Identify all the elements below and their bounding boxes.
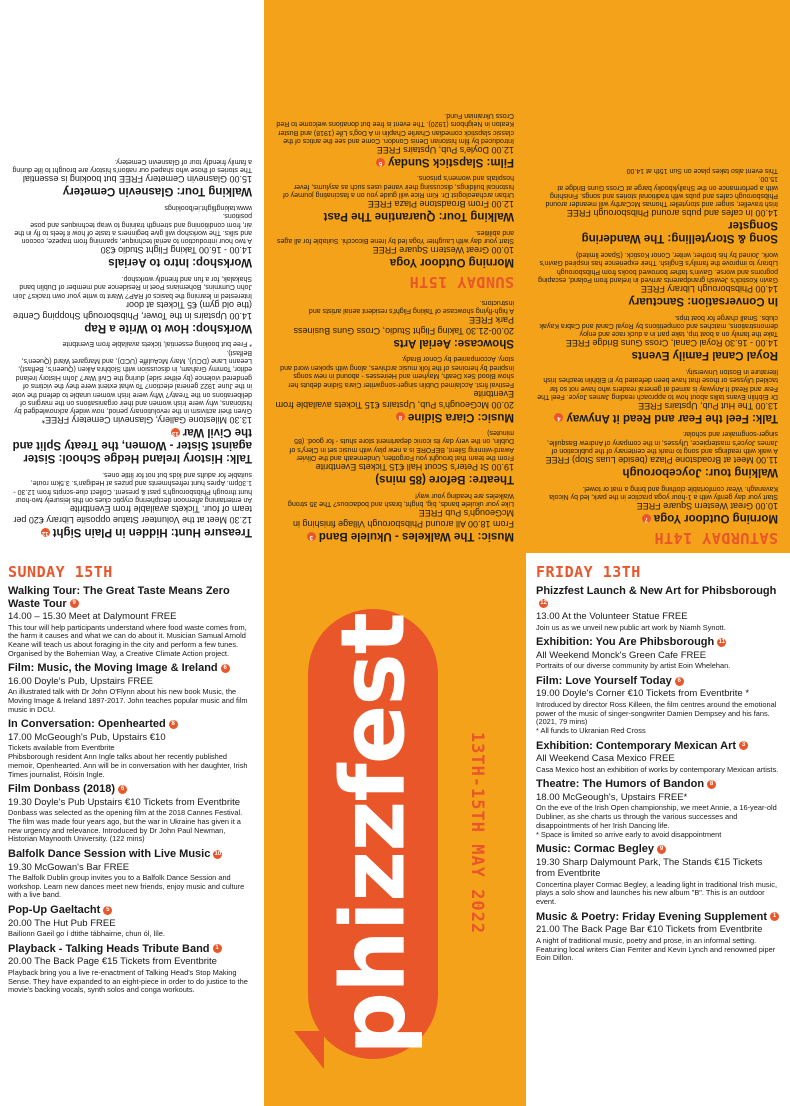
event-item — [8, 904, 254, 939]
event-title: Music & Poetry: Friday Evening Supplement 1 — [536, 911, 782, 924]
event-meta: 14.00 Phibsborough Library FREE — [640, 284, 778, 295]
map-pin-icon: 6 — [675, 677, 684, 686]
event-item — [274, 173, 514, 222]
back-right-panel — [526, 0, 790, 553]
event-item — [536, 250, 778, 308]
event-meta: 19.30 Sharp Dalymount Park, The Stands €15 Tickets from Eventbrite — [536, 856, 763, 880]
event-title: Phizzfest Launch & New Art for Phibsborough12 — [536, 585, 777, 607]
back-middle-panel — [264, 0, 526, 553]
map-pin-icon: 12 — [540, 600, 547, 607]
event-item — [274, 490, 514, 542]
map-pin-icon: 12 — [41, 529, 49, 536]
event-description: This tour will help participants understand where food waste comes from, the harm it causes and what we can do about it. Musician Samual Arnold Keane will teach us about foraging in the city and perform a few tunes. Organised by the Bohemian Way, a Creative Climate Action project. — [8, 622, 247, 658]
event-description: Playback bring you a live re-enactment of Talking Head's Stop Making Sense. They have expanded to an eight-piece in order to do justice to the movie's backing vocals, synth solos and conga workouts. — [8, 967, 248, 995]
map-pin-icon: 4 — [554, 414, 563, 423]
event-description: Introduced by film historian Denis Condon. Come and see the antics of the classic slapstick comedian Charlie Chaplin in A Dog's Life (1918) and Buster Keaton in Neighbors (1920). The event is free but donations welcome to Red Cross Ukrainian Fund. — [276, 111, 514, 145]
map-pin-icon: 3 — [739, 741, 748, 750]
event-title: In Conversation: Sanctuary — [628, 295, 778, 308]
map-pin-icon: 3 — [307, 532, 316, 541]
event-item — [8, 783, 254, 844]
event-meta: 12.00 From Broadstone Plaza FREE — [367, 199, 514, 210]
event-description: Start your day with Laughter Yoga led by Irene Bicocchi. Suitable for all ages and abilities. — [277, 228, 514, 245]
map-pin-icon: 9 — [657, 845, 666, 854]
event-meta: 15.00 Glasnevin Cemetery FREE but booking is essential — [22, 174, 252, 185]
event-title: Exhibition: You Are Phibsborough 11 — [536, 636, 725, 649]
event-description: Take the family on a boat trip, take part in a duck race and enjoy demonstrations, matches and competitions by Royal Canal and Cabra Kayak clubs. Small charge for boat trips. — [539, 313, 778, 338]
event-meta: 12.30 Meet at the Volunteer Statue opposite Library €20 per team of four. Tickets available from Eventbrite — [13, 504, 252, 525]
day-heading: SUNDAY 15TH — [409, 273, 514, 292]
festival-logo-panel — [264, 553, 526, 1106]
event-meta: 18.00 McGeough's, Upstairs FREE* — [536, 791, 688, 803]
event-description: Given their activism in the revolutionary period, now widely acknowledged by historians, why were Irish women and their organisations on the margins of deliberations on the Treaty? Why were Irish women unable to defend the vote in the June 1922 general election? To what extent were they the victims of gendered violence (by either side) during the Civil War? John History Ireland editor, Tommy Graham, in discussion with Siobhra Aiken (Queen's, Belfast), Leeann Lane (DCU), Mary McAuliffe (UCD), and Margaret Ward (Queen's, Belfast). * Free but booking essential, tickets available from Eventbrite — [11, 340, 252, 415]
event-title: Walking Tour: Glasnevin Cemetery — [62, 185, 252, 198]
map-pin-icon: 8 — [169, 720, 178, 729]
event-item — [274, 354, 514, 423]
map-pin-icon: 13 — [171, 429, 179, 436]
event-meta: 20.00-21.30 Taking Flight Studio, Cross Guns Business Park FREE — [293, 314, 514, 336]
front-right-panel — [526, 553, 790, 1106]
event-meta: 16.00 Doyle's Pub, Upstairs FREE — [8, 675, 153, 687]
map-pin-icon: 8 — [707, 780, 716, 789]
event-meta: 14.00 Upstairs in the Tower, Phibsborough Shopping Centre (the old gym) €5 Tickets at door — [13, 299, 252, 321]
event-item — [8, 662, 254, 714]
event-item — [10, 469, 252, 538]
event-item — [536, 636, 782, 671]
map-pin-icon: 1 — [770, 912, 779, 921]
event-title: Song & Storytelling: The Wandering Songster — [581, 219, 778, 245]
event-item — [536, 675, 782, 736]
map-pin-icon: 6 — [118, 785, 127, 794]
event-description: An entertaining afternoon deciphering cryptic clues on this leisurely two-hour hunt through Phibsborough's past & present. Collect clue-scripts from 12.30 - 1.30pm. Apres hunt refreshments and prizes at Hedigan's. 3.5km route, suitable for adults and kids but not for little ones. — [13, 470, 252, 503]
event-meta: 19.30 McGowan's Bar FREE — [8, 861, 130, 873]
event-item — [536, 429, 778, 478]
day-heading: FRIDAY 13TH — [536, 563, 641, 581]
event-description: Casa Mexico host an exhibition of works by contemporary Mexican artists. — [536, 764, 779, 774]
event-meta: 13.00 At the Volunteer Statue FREE — [536, 611, 688, 622]
event-description: A two hour introduction to aerial technique, spanning from trapeze, cocoon and silks. The workshop will give beginners a taste of how it feels to fly in the air, from conditioning and strength training to wrap techniques and pose positions. www.takingflight.ie/bookings — [14, 203, 252, 245]
event-title: Walking Tour: Quarantine The Past — [323, 210, 514, 223]
event-meta: 19.30 Doyle's Pub Upstairs €10 Tickets from Eventbrite — [8, 796, 241, 808]
event-description: Join us as we unveil new public art work by Niamh Synott. — [536, 622, 726, 632]
event-item — [274, 227, 514, 268]
event-description: Like your ukulele bands, big, bright, brash and bodacious? The 35 strong Walkeles are heading your way! — [288, 491, 514, 507]
event-meta: 10.00 Great Western Square FREE — [372, 245, 514, 256]
event-item — [274, 110, 514, 168]
event-item — [10, 339, 252, 465]
event-description: Concertina player Cormac Begley, a leading light in traditional Irish music, plays a solo show and launches his new album "B". This is an outdoor event. — [536, 879, 777, 907]
map-pin-icon: 7 — [642, 514, 651, 523]
event-item — [536, 585, 782, 632]
event-meta: 14.00 – 15.30 Meet at Dalymount FREE — [8, 611, 177, 622]
event-item — [536, 483, 778, 524]
map-pin-icon: 11 — [718, 638, 725, 645]
event-title: Film: Slapstick Sunday6 — [274, 155, 514, 168]
back-left-content — [0, 0, 264, 553]
event-description: Bailíonn Gaeil go í dtithe tábhairne, chun ól, líle. — [8, 929, 165, 939]
event-meta: 14.00 - 16.00 Taking Flight Studio €30 — [100, 245, 252, 256]
event-meta: 19.00 St Peter's Scout Hall €15 Tickets Eventbrite — [315, 462, 514, 473]
day-heading: SUNDAY 15TH — [8, 563, 113, 581]
event-title: Theatre: The Humors of Bandon 8 — [536, 778, 782, 791]
event-description: Urban archaeologist Dr. Kim Rice will guide you on a fascinating journey of historical buildings, discussing their varied uses such as asylums, fever hospitals and women's prisons. — [282, 174, 514, 199]
back-right-content — [526, 0, 790, 553]
map-pin-icon: 6 — [376, 158, 385, 167]
event-meta: 14.00 - 16.30 Royal Canal, Cross Guns Bridge FREE — [565, 338, 778, 349]
map-pin-icon: 10 — [214, 850, 222, 857]
event-title: Walking tour: Joyceborough — [622, 466, 778, 479]
event-description: A walk with readings and song to mark the centenary of the publication of James Joyce's masterpiece, Ulysses, in the company of Andrew Basquille, singer-songmaker and scholar. — [547, 430, 778, 455]
event-title: Morning Outdoor Yoga7 — [536, 511, 778, 524]
festival-logo: phizzfest — [321, 613, 425, 1055]
event-description: The Balfolk Dublin group invites you to a Balfolk Dance Session and workshop. Learn new dances meet new friends, enjoy music and culture with a live band. — [8, 873, 245, 900]
event-meta: All Weekend Monck's Green Cafe FREE — [536, 649, 707, 661]
event-item — [274, 428, 514, 486]
event-description: From the team that brought you Forgotten, Underneath and the Olivier Award-winning Silent, BEFORE is a new play with music set in Clery's of Dublin, on the very day its iconic department store shuts - for good. (85 minutes) — [289, 428, 514, 462]
event-description: On the eve of the Irish Open championship, we meet Annie, a 16-year-old Dubliner, as she charts us through the various successes and disappointments of her Irish Dancing life. * Space is limited so arrive early to avoid disappointment — [536, 803, 777, 839]
event-meta: 17.00 McGeough's Pub, Upstairs €10 — [8, 731, 166, 743]
event-title: Pop-Up Gaeltacht 5 — [8, 904, 254, 917]
event-item — [8, 585, 254, 658]
event-title: In Conversation: Openhearted 8 — [8, 718, 254, 731]
event-item — [536, 312, 778, 361]
map-pin-icon: 1 — [213, 944, 222, 953]
event-description: Start your day gently with a 1-hour yoga practice in the park, led by Nicola Kavanagh. Wear comfortable clothing and bring a mat or towel. — [549, 484, 778, 500]
event-title: Treasure Hunt: Hidden in Plain Sight12 — [41, 526, 252, 538]
event-meta: 20.00 The Hut Pub FREE — [8, 917, 116, 929]
event-title: Music: The Walkeles - Ukulele Band3 — [274, 529, 514, 542]
event-item — [536, 165, 778, 244]
event-item — [274, 297, 514, 349]
event-item — [8, 943, 254, 995]
event-title: Morning Outdoor Yoga — [389, 256, 514, 269]
event-title: Exhibition: Contemporary Mexican Art 3 — [536, 740, 782, 753]
event-meta: 20.00 The Back Page €15 Tickets from Eventbrite — [8, 956, 217, 968]
event-meta: 13.00 The Hut Pub, Upstairs FREE — [638, 400, 778, 411]
event-title: Film: Love Yourself Today 6 — [536, 675, 782, 688]
map-pin-icon: 8 — [396, 412, 405, 421]
map-pin-icon: 5 — [103, 906, 112, 915]
event-description: Gavin Kostick's Jewish grandparents arrived in Ireland from Poland, escaping pogroms and worse. Gavin's father borrowed books from Phibsborough Library to improve the family's English. Their experience has inspired Gavin's work. Joined by his brother, writer, Conor Kostick. (Space limited) — [538, 250, 778, 284]
event-title: Talk: Feel the Fear and Read it Anyway4 — [536, 411, 778, 424]
event-title: Music: Cormac Begley 9 — [536, 843, 782, 856]
front-left-panel — [0, 553, 264, 1106]
map-pin-icon: 6 — [221, 664, 230, 673]
event-item — [536, 366, 778, 424]
event-description: The stories of those who shaped our nation's history are brought to life during a family friendly tour of Glasnevin Cemetery. — [12, 158, 252, 174]
event-meta: 14.00 In cafes and pubs around Phibsborough FREE — [566, 208, 778, 219]
event-title: Music: Ciara Sidine8 — [274, 410, 514, 423]
event-meta: 12.00 Doyle's Pub, Upstairs FREE — [376, 145, 514, 156]
event-title: Walking Tour: The Great Taste Means Zero Waste Tour 9 — [8, 585, 230, 610]
event-description: Tickets available from Eventbrite Phibsborough resident Ann Ingle talks about her recently published memoir, Openhearted. Ann will be in conversation with her daughter, Irish Times journalist, Róisín Ingle. — [8, 743, 248, 779]
speech-bubble-tail — [294, 1031, 324, 1069]
event-meta: 20.00 McGeough's Pub, Upstairs €15 Tickets available from Eventbrite — [275, 388, 514, 410]
event-title: Showcase: Aerial Arts — [393, 336, 514, 349]
event-description: A high-flying showcase of Taking Flight's resident aerial artists and instructors. — [308, 298, 514, 314]
event-meta: 13.30 Milestone Gallery, Glasnevin Cemetery FREE* — [41, 415, 252, 426]
event-meta: All Weekend Casa Mexico FREE — [536, 753, 675, 765]
event-description: Portraits of our diverse community by artist Eoin Whelehan. — [536, 661, 731, 671]
event-meta: 19.00 Doyle's Corner €10 Tickets from Eventbrite * — [536, 688, 750, 700]
event-description: Donbass was selected as the opening film at the 2018 Cannes Festival. The film was made four years ago, but the war in Ukraine has given it a new urgency and relevance. Introduced by Dr John Paul Newman, Historian Maynooth University. (122 mins) — [8, 808, 243, 844]
event-description: An illustrated talk with Dr John O'Flynn about his new book Music, the Moving Image & Ireland 1897-2017. John teaches popular music and film music in DCU. — [8, 687, 248, 714]
day-heading: SATURDAY 14TH — [654, 529, 778, 547]
event-title: Workshop: How to Write a Rap — [84, 321, 252, 334]
event-title: Film: Music, the Moving Image & Ireland 6 — [8, 662, 254, 675]
event-item — [536, 843, 782, 907]
festival-dates: 13TH-15TH MAY 2022 — [467, 731, 487, 935]
back-left-panel — [0, 0, 264, 553]
event-item — [8, 848, 254, 900]
back-middle-content — [264, 0, 526, 553]
event-title: Film Donbass (2018) 6 — [8, 783, 254, 796]
event-description: Festival first. Acclaimed Dublin singer-songwriter Ciara Sidine debuts her show Blood Sex Death, Mayhem and Heiresses - abound in new songs inspired by heroines of the folk music archives, along with spoken word and story. Accompanied by Conor Brady. — [280, 355, 514, 388]
event-meta: 21.00 The Back Page Bar €10 Tickets from Eventbrite — [536, 924, 763, 936]
event-title: Playback - Talking Heads Tribute Band 1 — [8, 943, 254, 956]
event-title: Balfolk Dance Session with Live Music 10 — [8, 848, 222, 861]
event-description: Introduced by director Ross Killeen, the film centres around the emotional power of the music of singer-songwriter Damien Dempsey and his fans. (2021, 79 mins) * All funds to Ukranian Red Cross — [536, 699, 777, 736]
event-meta: From 18.00 All around Phibsborough Village finishing in McGeough's Pub FREE — [293, 508, 514, 529]
event-meta: 10.00 Great Western Square FREE — [636, 501, 778, 511]
event-item — [536, 740, 782, 775]
event-title: Royal Canal Family Events — [631, 349, 778, 362]
event-description: Interested in learning the basics of RAP? Want to write your own tracks? Join John Cummins, Bohemians Poet in Residence and member of Dublin band Shakalak, for a fun and friendly workshop. — [12, 274, 252, 299]
event-title: Talk: History Ireland Hedge School: Sister against Sister - Women, the Treaty Split and the Civil War13 — [12, 426, 252, 465]
event-item — [10, 274, 252, 334]
event-title: Workshop: Intro to Aerials — [108, 256, 252, 269]
event-item — [536, 778, 782, 839]
event-item — [8, 718, 254, 779]
event-item — [10, 202, 252, 268]
event-item — [10, 157, 252, 198]
event-description: A night of traditional music, poetry and prose, in an informal setting. Featuring local writers Cian Ferriter and Kevin Lynch and renowned piper Eoin Dillon. — [536, 935, 776, 963]
event-description: Irish traveller, singer and storyteller Thomas McCarthy will meander around Phibsborough cafes and pubs with traditional stories and songs. Finishing with a performance on the Shallykbooky barge at Cross Guns Bridge at 15.00. This event also takes place on Sun 15th at 14.00 — [545, 166, 778, 208]
event-description: Dr Eibhlin Evans talks about how to approach reading James Joyce. Feel The Fear and Read It Anyway is aimed at general readers who have not so far tackled Ulysses or those that have been defeated by it! Eibhlin teaches Irish literature in Boston University. — [537, 367, 778, 400]
event-item — [536, 911, 782, 963]
event-title: Theatre: Before (85 mins) — [375, 473, 514, 486]
event-meta: 11.00 Meet at Broadstone Plaza (beside Luas Stop) FREE — [545, 455, 778, 466]
map-pin-icon: 9 — [70, 599, 79, 608]
